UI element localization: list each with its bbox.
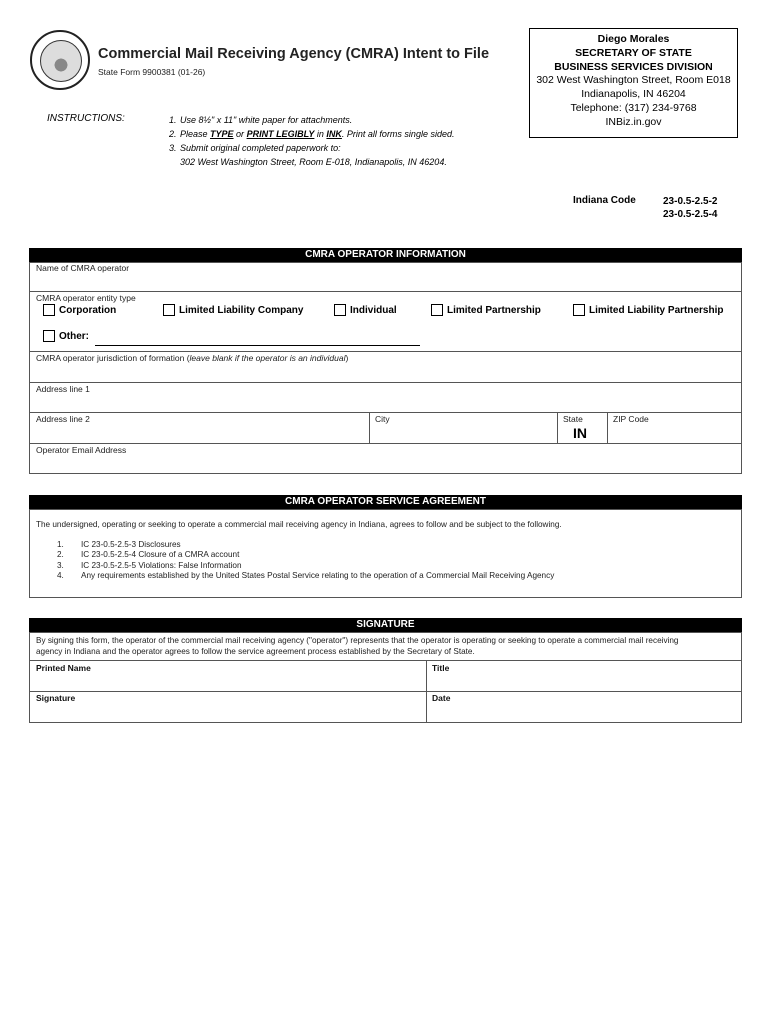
divider <box>557 412 558 443</box>
checkbox[interactable] <box>163 304 175 316</box>
instruction-item: 2. Please TYPE or PRINT LEGIBLY in INK. Print all forms single sided. <box>179 127 454 141</box>
entity-corporation[interactable]: Corporation <box>43 304 116 316</box>
instruction-item: 3. Submit original completed paperwork to: 302 West Washington Street, Room E-018, Indianapolis, IN 46204. <box>179 141 454 169</box>
printed-name-label: Printed Name <box>36 663 91 673</box>
list-item: 1. IC 23-0.5-2.5-3 Disclosures <box>57 540 181 549</box>
sos-address2: Indianapolis, IN 46204 <box>581 88 686 101</box>
checkbox[interactable] <box>43 304 55 316</box>
sos-office: SECRETARY OF STATE <box>575 46 692 59</box>
divider <box>29 351 742 352</box>
list-item: 2. IC 23-0.5-2.5-4 Closure of a CMRA account <box>57 550 240 560</box>
other-entity-field[interactable] <box>95 345 420 346</box>
list-item: 4. Any requirements established by the United States Postal Service relating to the operation of a Commercial Mail Receiving Agency <box>57 570 555 580</box>
form-number: State Form 9900381 (01-26) <box>98 67 206 77</box>
signature-label: Signature <box>36 693 76 703</box>
indiana-code-label: Indiana Code <box>573 195 636 206</box>
service-agreement-intro: The undersigned, operating or seeking to operate a commercial mail receiving agency in Indiana, agrees to follow and be subject to the following. <box>36 520 562 529</box>
sos-phone: Telephone: (317) 234-9768 <box>570 101 697 114</box>
checkbox[interactable] <box>573 304 585 316</box>
sos-name: Diego Morales <box>597 33 670 45</box>
signature-heading: SIGNATURE <box>29 618 742 632</box>
divider <box>29 443 742 444</box>
divider <box>29 412 742 413</box>
divider <box>607 412 608 443</box>
date-label: Date <box>432 693 451 703</box>
secretary-of-state-box <box>529 28 738 138</box>
form-title: Commercial Mail Receiving Agency (CMRA) Intent to File <box>98 46 490 62</box>
entity-llp[interactable]: Limited Liability Partnership <box>573 304 723 316</box>
entity-individual[interactable]: Individual <box>334 304 397 316</box>
jurisdiction-label: CMRA operator jurisdiction of formation (leave blank if the operator is an individual) <box>36 353 349 363</box>
title-label: Title <box>432 663 450 673</box>
operator-info-heading: CMRA OPERATOR INFORMATION <box>29 248 742 262</box>
instruction-item: 1. Use 8½" x 11" white paper for attachments. <box>179 113 454 127</box>
signature-statement: By signing this form, the operator of the commercial mail receiving agency ("operator") represents that the operator is operating or seeking to operate a commercial mail receiving agency in Indiana and the operator agrees to follow the service agreement process established by the Secretary of State. <box>36 636 679 656</box>
city-label: City <box>375 414 390 424</box>
sos-website: INBiz.in.gov <box>605 115 662 128</box>
sos-address1: 302 West Washington Street, Room E018 <box>536 74 731 87</box>
divider <box>29 382 742 383</box>
state-label: State <box>563 414 583 424</box>
entity-limited-partnership[interactable]: Limited Partnership <box>431 304 541 316</box>
address1-label: Address line 1 <box>36 384 90 394</box>
instructions-label: INSTRUCTIONS: <box>47 113 125 124</box>
divider <box>29 291 742 292</box>
address2-label: Address line 2 <box>36 414 90 424</box>
indiana-code-values: 23-0.5-2.5-2 23-0.5-2.5-4 <box>663 196 718 220</box>
checkbox[interactable] <box>334 304 346 316</box>
entity-type-label: CMRA operator entity type <box>36 293 136 303</box>
divider <box>29 691 742 692</box>
checkbox[interactable] <box>43 330 55 342</box>
checkbox[interactable] <box>431 304 443 316</box>
sos-division: BUSINESS SERVICES DIVISION <box>554 60 713 73</box>
service-agreement-heading: CMRA OPERATOR SERVICE AGREEMENT <box>29 495 742 509</box>
list-item: 3. IC 23-0.5-2.5-5 Violations: False Information <box>57 560 242 570</box>
entity-llc[interactable]: Limited Liability Company <box>163 304 303 316</box>
zip-label: ZIP Code <box>613 414 649 424</box>
entity-other[interactable]: Other: <box>43 330 89 342</box>
email-label: Operator Email Address <box>36 445 127 455</box>
divider <box>29 660 742 661</box>
divider <box>369 412 370 443</box>
instructions-list <box>166 113 454 169</box>
state-value: IN <box>573 425 587 441</box>
operator-name-label: Name of CMRA operator <box>36 263 130 273</box>
state-seal-icon <box>30 30 90 90</box>
service-agreement-list <box>57 540 554 581</box>
